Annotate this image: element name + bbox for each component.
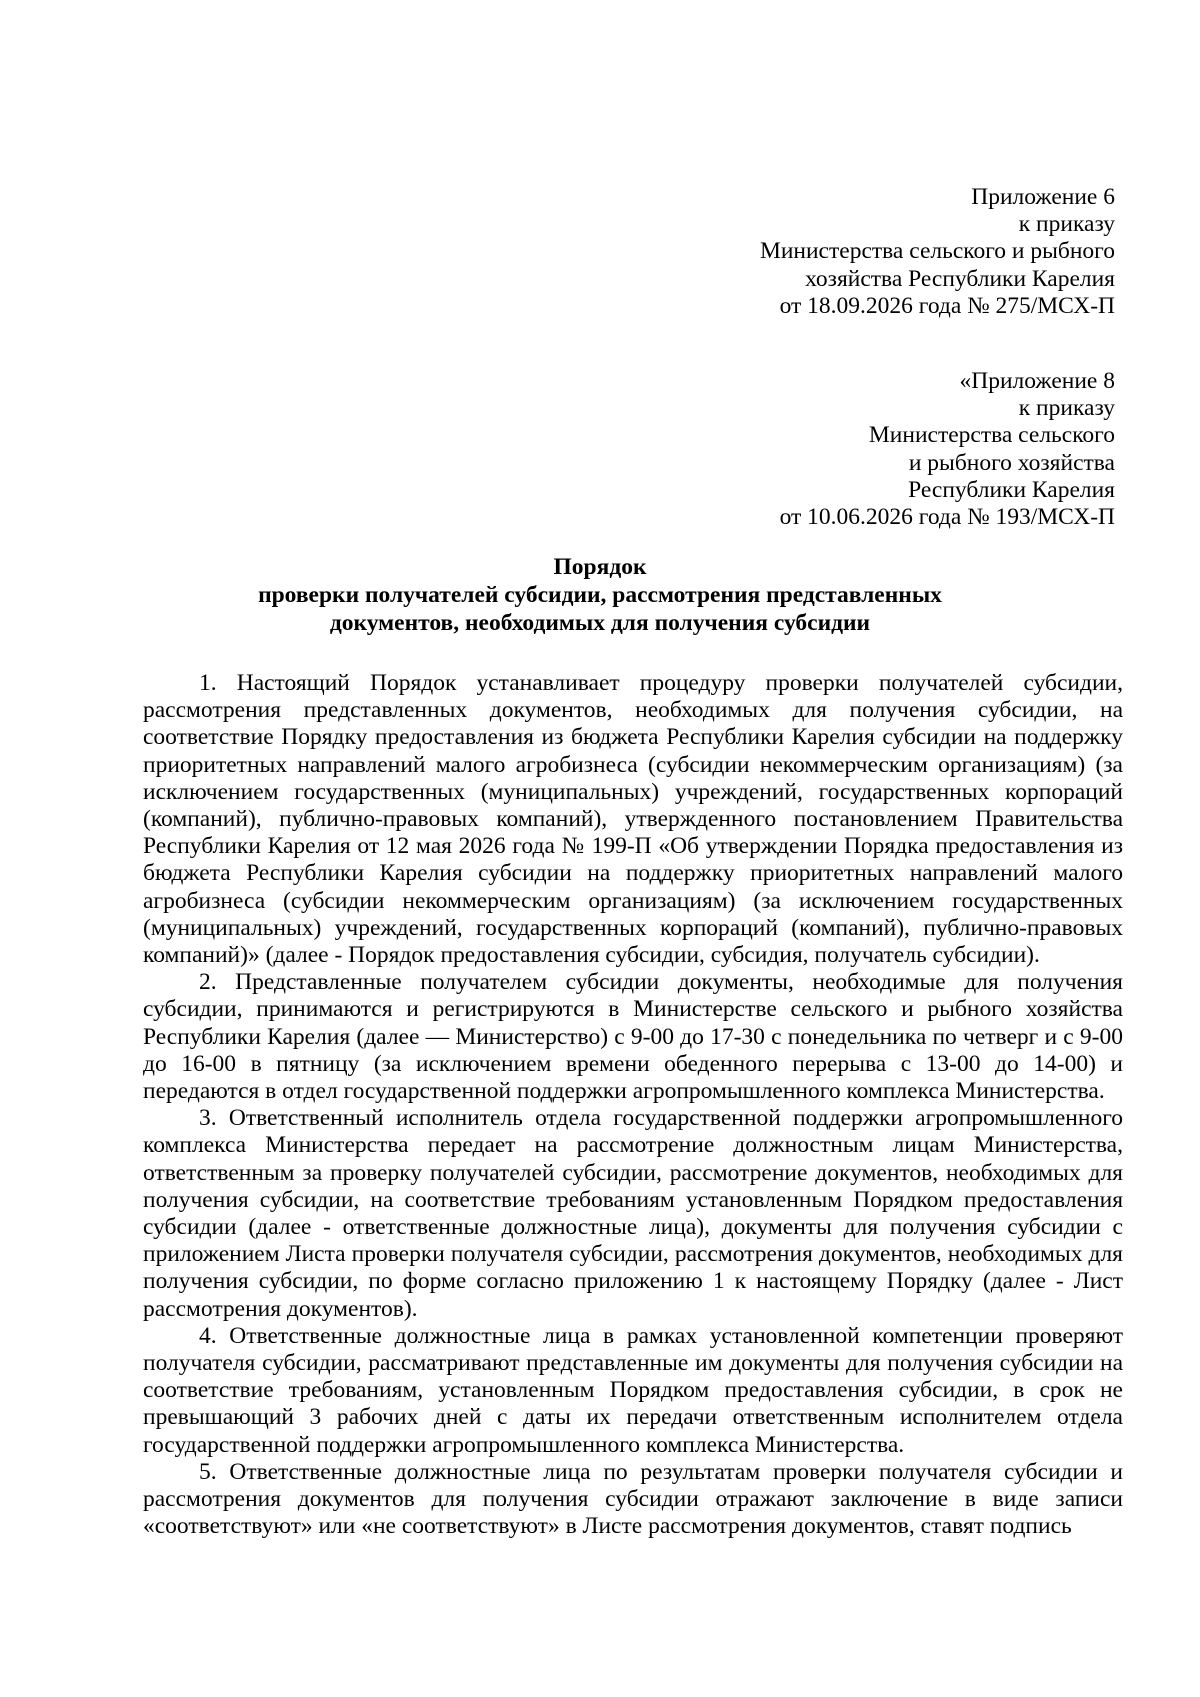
paragraph-5: 5. Ответственные должностные лица по результатам проверки получателя субсидии и рассмотрения документов для получения субсидии отражают заключение в виде записи «соответствуют» или «не соответствуют» в Листе рассмотрения документов, ставят подпись bbox=[143, 1458, 1123, 1540]
paragraph-4: 4. Ответственные должностные лица в рамках установленной компетенции проверяют получателя субсидии, рассматривают представленные им документы для получения субсидии на соответствие требованиям, установленным Порядком предоставления субсидии, в срок не превышающий 3 рабочих дней с даты их передачи ответственным исполнителем отдела государственной поддержки агропромышленного комплекса Министерства. bbox=[143, 1322, 1123, 1458]
title-line: проверки получателей субсидии, рассмотрения представленных bbox=[258, 582, 942, 608]
paragraph-2: 2. Представленные получателем субсидии документы, необходимые для получения субсидии, принимаются и регистрируются в Министерстве сельского и рыбного хозяйства Республики Карелия (далее — Министерство) с 9-00 до 17-30 с понедельника по четверг и с 9-00 до 16-00 в пятницу (за исключением времени обеденного перерыва с 13-00 до 14-00) и передаются в отдел государственной поддержки агропромышленного комплекса Министерства. bbox=[143, 969, 1123, 1105]
appendix-6-line: Приложение 6 bbox=[971, 184, 1115, 210]
paragraph-3: 3. Ответственный исполнитель отдела государственной поддержки агропромышленного комплекса Министерства передает на рассмотрение должностным лицам Министерства, ответственным за проверку получателей субсидии, рассмотрение документов, необходимых для получения субсидии, на соответствие требованиям установленным Порядком предоставления субсидии (далее - ответственные должностные лица), документы для получения субсидии с приложением Листа проверки получателя субсидии, рассмотрения документов, необходимых для получения субсидии, по форме согласно приложению 1 к настоящему Порядку (далее - Лист рассмотрения документов). bbox=[143, 1105, 1123, 1322]
appendix-8-line: «Приложение 8 bbox=[959, 368, 1115, 394]
title-line: Порядок bbox=[553, 554, 647, 580]
appendix-6-line: Министерства сельского и рыбного bbox=[759, 238, 1115, 265]
appendix-6-line: хозяйства Республики Карелия bbox=[805, 265, 1115, 292]
appendix-6-line: к приказу bbox=[1018, 211, 1115, 238]
appendix-8-line: от 10.06.2026 года № 193/МСХ-П bbox=[779, 504, 1115, 531]
appendix-8-line: и рыбного хозяйства bbox=[908, 449, 1115, 476]
appendix-8-line: к приказу bbox=[1018, 395, 1115, 422]
document-body bbox=[143, 670, 1123, 1541]
title-line: документов, необходимых для получения субсидии bbox=[329, 610, 871, 636]
appendix-8-line: Министерства сельского bbox=[868, 422, 1115, 449]
appendix-8-line: Республики Карелия bbox=[908, 476, 1115, 503]
appendix-8-header bbox=[780, 368, 1115, 531]
paragraph-1: 1. Настоящий Порядок устанавливает процедуру проверки получателей субсидии, рассмотрения представленных документов, необходимых для получения субсидии, на соответствие Порядку предоставления из бюджета Республики Карелия субсидии на поддержку приоритетных направлений малого агробизнеса (субсидии некоммерческим организациям) (за исключением государственных (муниципальных) учреждений, государственных корпораций (компаний), публично-правовых компаний), утвержденного постановлением Правительства Республики Карелия от 12 мая 2026 года № 199-П «Об утверждении Порядка предоставления из бюджета Республики Карелия субсидии на поддержку приоритетных направлений малого агробизнеса (субсидии некоммерческим организациям) (за исключением государственных (муниципальных) учреждений, государственных корпораций (компаний), публично-правовых компаний)» (далее - Порядок предоставления субсидии, субсидия, получатель субсидии). bbox=[143, 670, 1123, 969]
document-title bbox=[140, 553, 1060, 637]
appendix-6-header bbox=[760, 184, 1115, 320]
appendix-6-line: от 18.09.2026 года № 275/МСХ-П bbox=[779, 292, 1115, 319]
